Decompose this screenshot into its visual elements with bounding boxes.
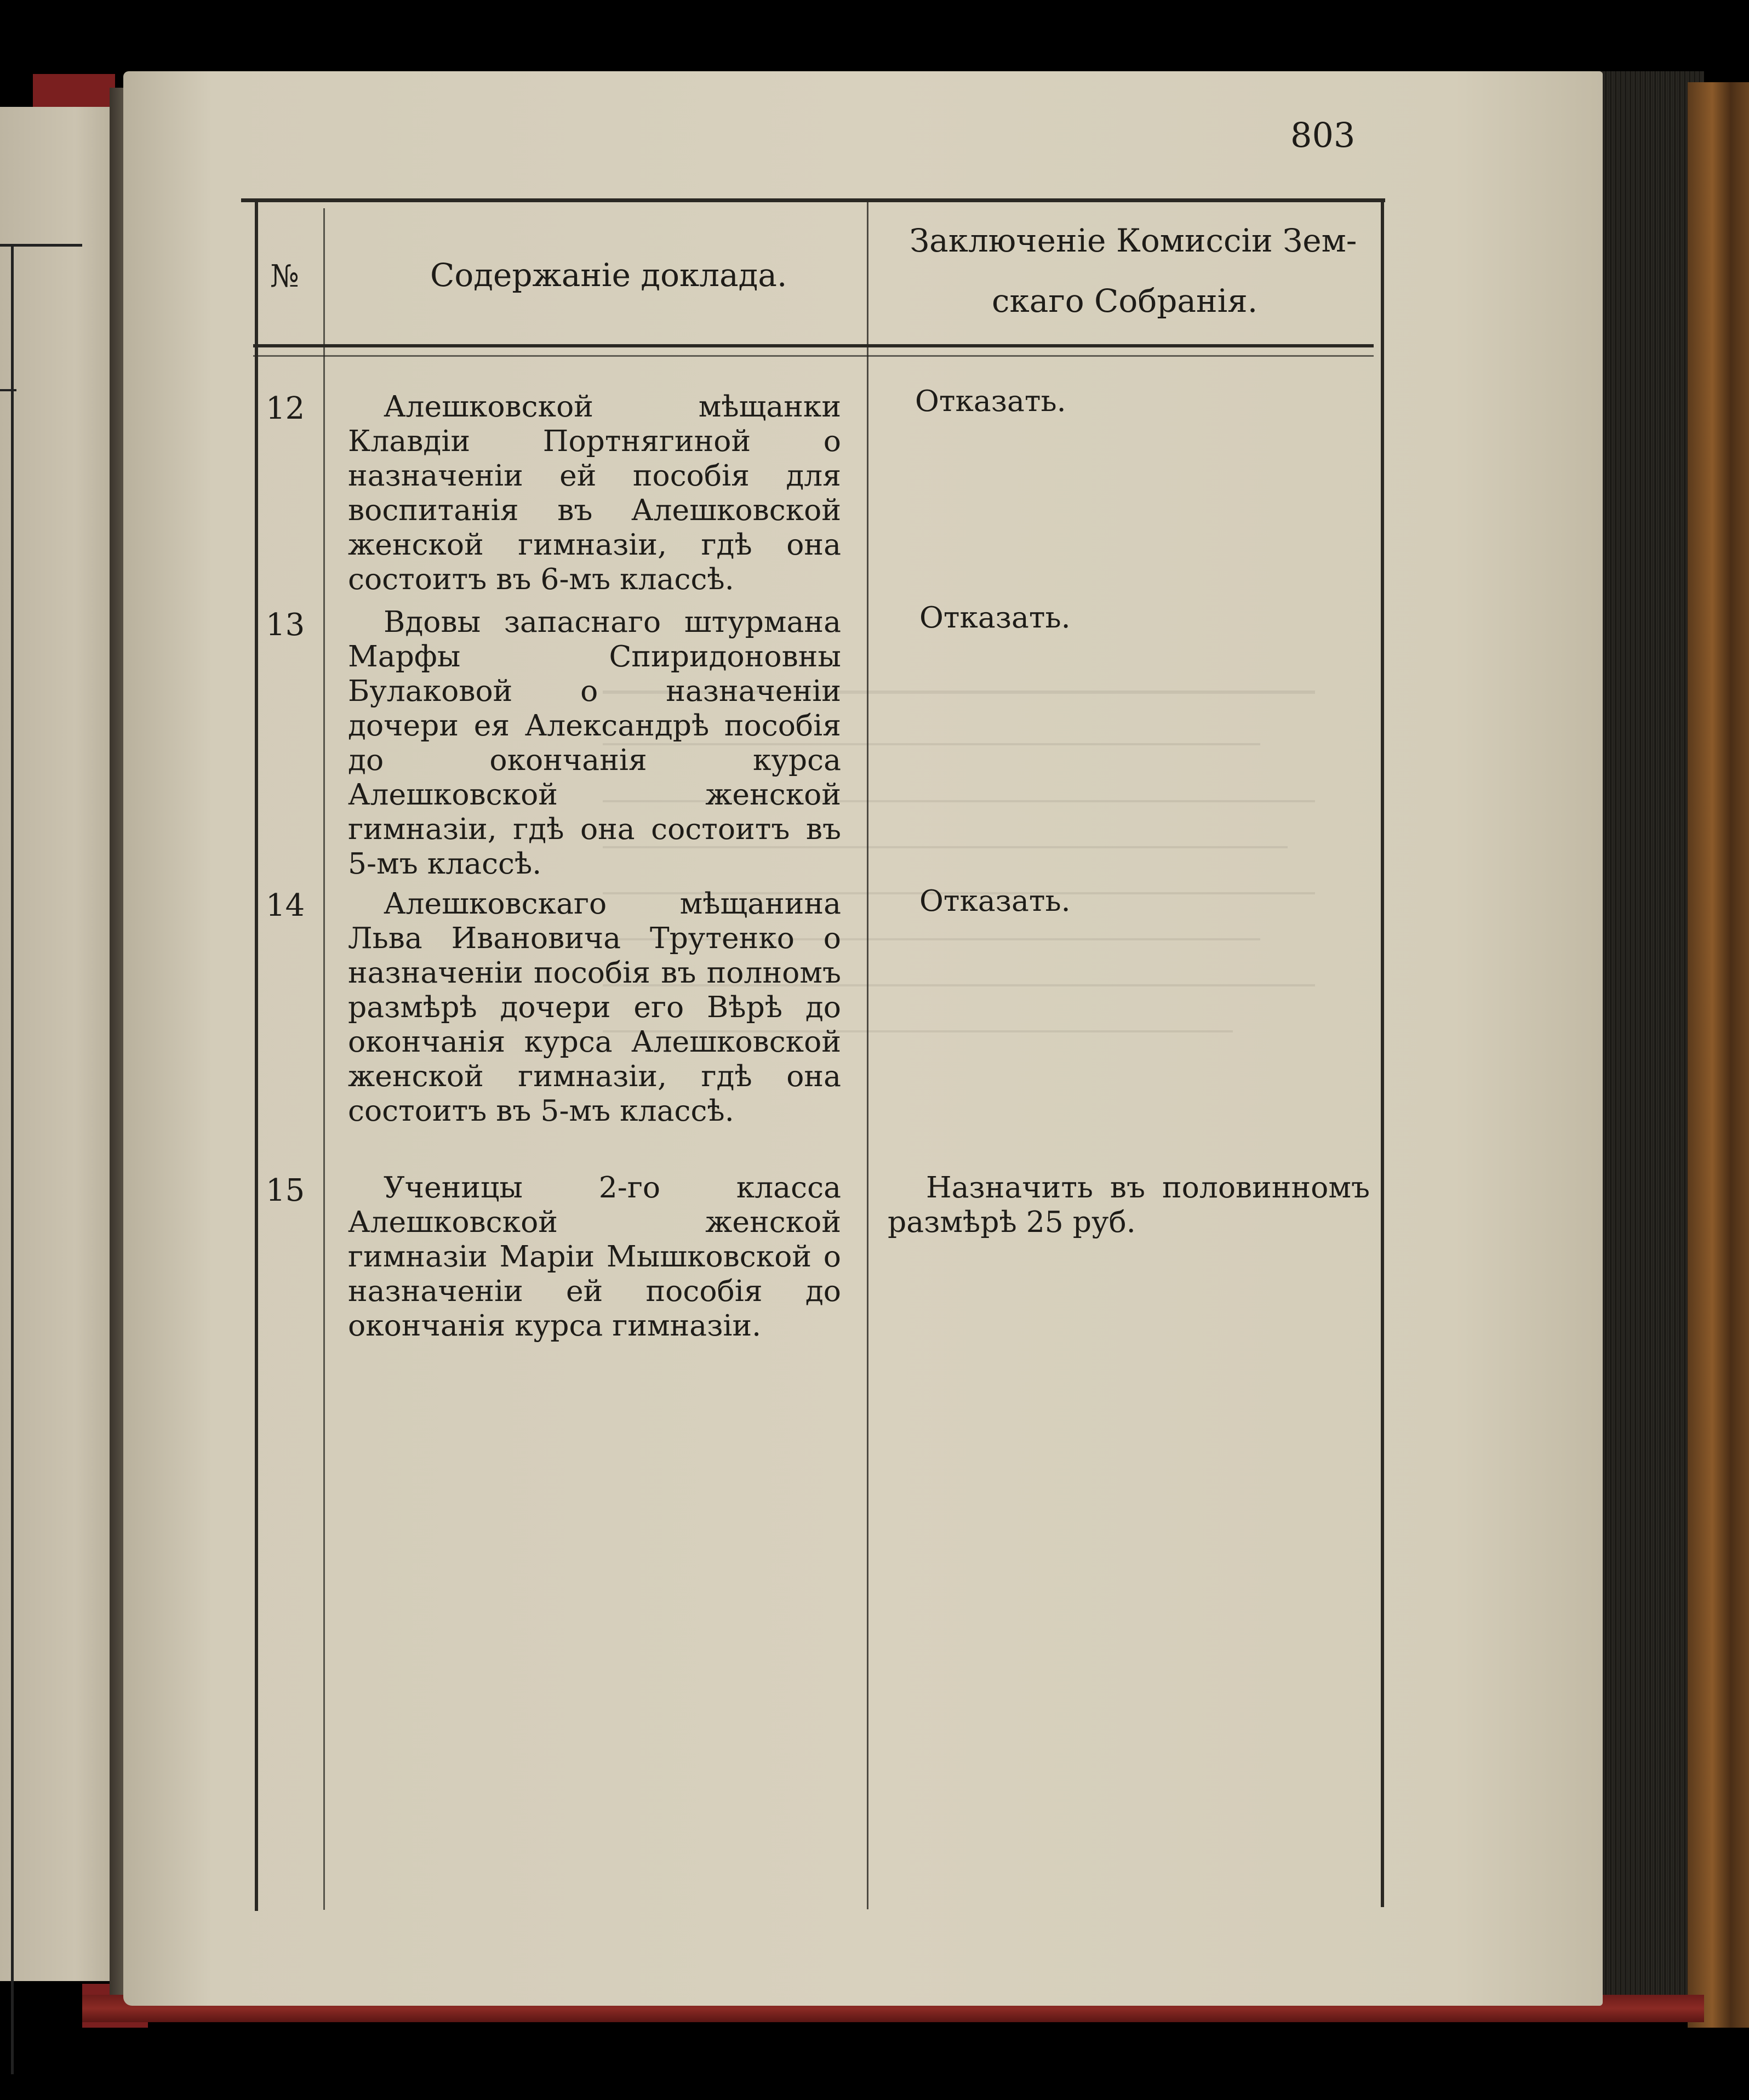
row-conclusion: Назначить въ половинномъ размѣрѣ 25 руб. <box>888 1170 1370 1239</box>
page-number: 803 <box>1290 115 1356 155</box>
row-number: 14 <box>266 888 305 923</box>
table-rule-right <box>1381 198 1384 1907</box>
header-content: Содержаніе доклада. <box>430 256 787 294</box>
table-rule-top <box>241 198 1385 202</box>
row-number: 15 <box>266 1173 305 1208</box>
header-conclusion-line1: Заключеніе Комиссіи Зем- <box>910 222 1357 259</box>
row-number: 12 <box>266 391 305 426</box>
left-page-rule-mid <box>0 389 16 391</box>
table-rule-header-bottom-2 <box>253 355 1374 357</box>
table-rule-header-bottom-1 <box>253 344 1374 347</box>
left-page <box>0 107 126 1981</box>
row-content: Ученицы 2-го класса Алешковской женской гимназіи Маріи Мышковской о назначеніи ей пособія до окончанія курса гимназіи. <box>348 1170 841 1343</box>
row-conclusion: Отказать. <box>915 384 1066 418</box>
row-content: Алешковской мѣщанки Клавдіи Портнягиной о назначеніи ей пособія для воспитанія въ Алешковской женской гимназіи, гдѣ она состоитъ въ 6-мъ классѣ. <box>348 389 841 596</box>
left-page-rule-vertical <box>11 244 14 2074</box>
row-conclusion: Отказать. <box>919 883 1071 918</box>
row-conclusion: Отказать. <box>919 600 1071 635</box>
row-content: Алешковскаго мѣщанина Льва Ивановича Трутенко о назначеніи пособія въ полномъ размѣрѣ дочери его Вѣрѣ до окончанія курса Алешковской женской гимназіи, гдѣ она состоитъ въ 5-мъ классѣ. <box>348 886 841 1128</box>
row-number: 13 <box>266 607 305 643</box>
header-conclusion-line2: скаго Собранія. <box>992 282 1258 319</box>
table-rule-col1 <box>323 208 325 1910</box>
table-rule-left <box>255 198 258 1911</box>
row-content: Вдовы запаснаго штурмана Марфы Спиридоновны Булаковой о назначеніи дочери ея Александрѣ пособія до окончанія курса Алешковской женской гимназіи, гдѣ она состоитъ въ 5-мъ классѣ. <box>348 604 841 881</box>
table-rule-col2 <box>867 201 868 1909</box>
header-number: № <box>270 259 299 294</box>
cover-edge-right <box>1688 82 1749 2028</box>
